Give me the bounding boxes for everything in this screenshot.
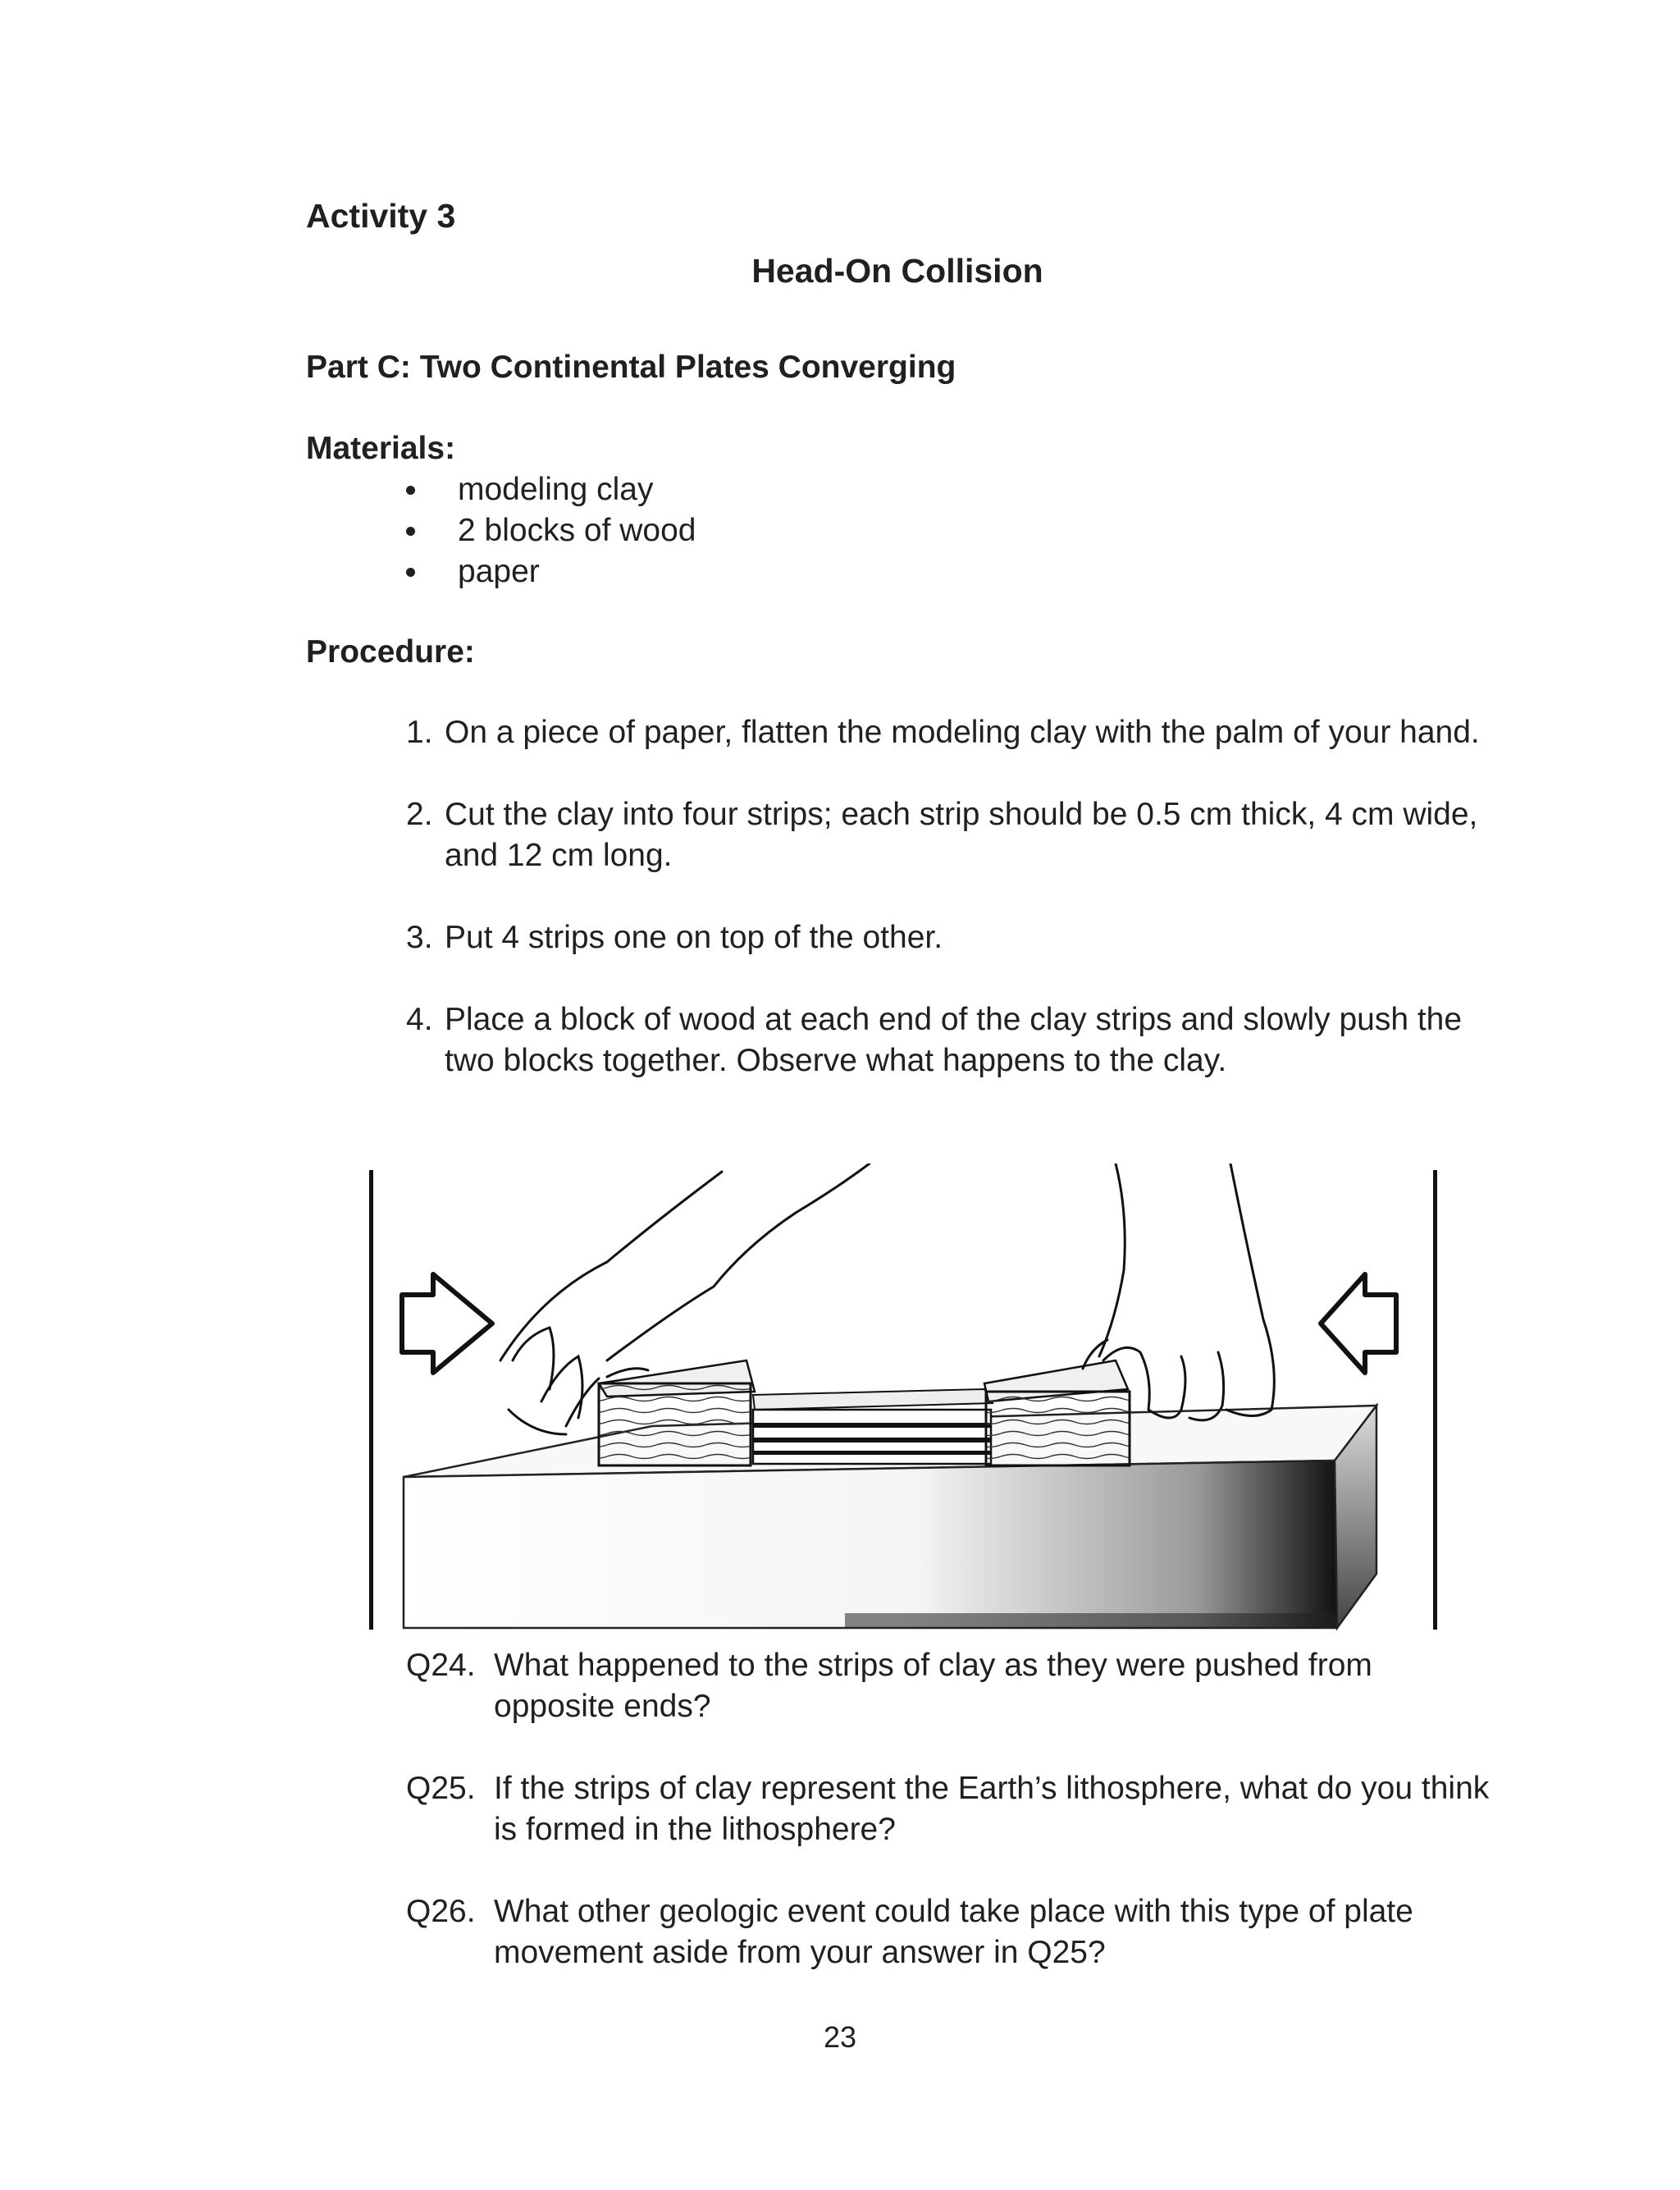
materials-heading: Materials: — [306, 431, 456, 466]
procedure-list — [406, 712, 1489, 1081]
procedure-step: 3. Put 4 strips one on top of the other. — [406, 920, 943, 955]
activity-title: Head-On Collision — [751, 252, 1043, 290]
procedure-step: 1. On a piece of paper, flatten the modeling clay with the palm of your hand. — [406, 715, 1480, 750]
list-item: 2 blocks of wood — [406, 510, 696, 551]
procedure-step: 4. Place a block of wood at each end of the clay strips and slowly push the two blocks together. Observe what happens to the clay. — [406, 1002, 1463, 1078]
list-item: modeling clay — [406, 469, 696, 510]
clay-collision-illustration — [361, 1164, 1445, 1633]
bullet-icon — [406, 568, 415, 577]
activity-label: Activity 3 — [306, 197, 456, 235]
materials-list — [406, 469, 696, 592]
question-item: Q24. What happened to the strips of clay as they were pushed from opposite ends? — [406, 1648, 1372, 1724]
wood-block-right — [984, 1360, 1130, 1465]
clay-strips — [753, 1389, 993, 1464]
questions-list — [406, 1645, 1497, 1973]
list-item: paper — [406, 551, 696, 592]
page-number: 23 — [823, 2020, 857, 2054]
left-arrow-icon — [1321, 1274, 1396, 1373]
frame-line-left — [369, 1170, 373, 1630]
question-item: Q25. If the strips of clay represent the Earth’s lithosphere, what do you think is formed in the lithosphere? — [406, 1771, 1490, 1847]
bullet-icon — [406, 527, 415, 536]
procedure-heading: Procedure: — [306, 634, 475, 670]
procedure-step: 2. Cut the clay into four strips; each strip should be 0.5 cm thick, 4 cm wide, and 12 cm long. — [406, 797, 1478, 873]
wood-block-left — [599, 1360, 755, 1465]
part-heading: Part C: Two Continental Plates Converging — [306, 350, 956, 385]
right-arrow-icon — [402, 1274, 492, 1373]
frame-line-right — [1433, 1170, 1437, 1630]
bullet-icon — [406, 486, 415, 495]
question-item: Q26. What other geologic event could take place with this type of plate movement aside from your answer in Q25? — [406, 1894, 1413, 1970]
